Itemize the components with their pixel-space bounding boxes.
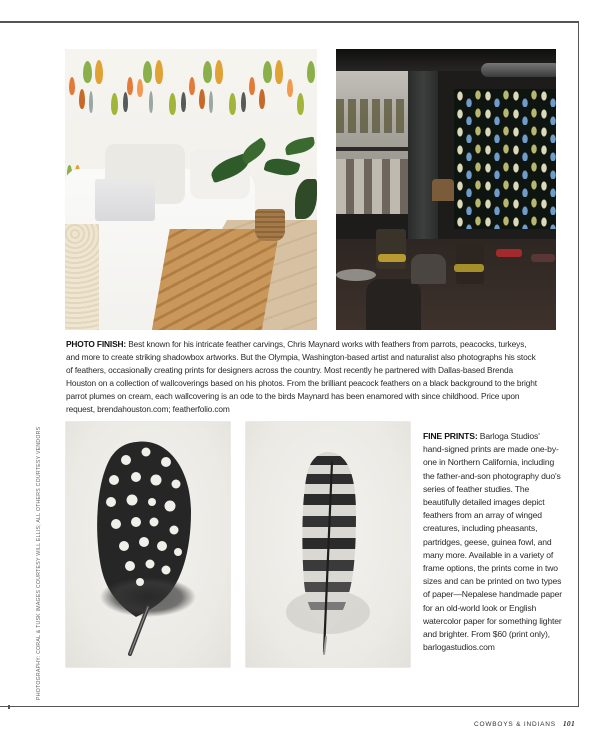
chair xyxy=(376,229,406,269)
spotted-feather-illustration xyxy=(66,422,230,667)
plant-leaf xyxy=(264,155,301,179)
photo-credit: PHOTOGRAPHY: CORAL & TUSK IMAGES COURTESY WILL ELLIS; ALL OTHERS COURTESY VENDORS xyxy=(36,426,42,700)
plant-leaf xyxy=(284,137,316,156)
page-footer xyxy=(474,719,575,728)
pillar xyxy=(408,49,438,249)
photo-room-feather-wallcovering xyxy=(65,49,317,330)
print-guinea-fowl-feather xyxy=(66,422,230,667)
parrot-feather-wallpaper xyxy=(65,57,317,127)
peacock-feather-wallpaper xyxy=(454,89,556,229)
chair-seat xyxy=(378,254,406,262)
lamp xyxy=(432,179,454,201)
crop-mark xyxy=(8,705,10,709)
armchair xyxy=(366,279,421,330)
cafe-window xyxy=(336,59,408,214)
laptop xyxy=(95,179,155,221)
striped-feather-illustration xyxy=(246,422,410,667)
woven-basket-planter xyxy=(255,209,285,241)
knit-blanket xyxy=(65,224,99,330)
photo-finish-label: PHOTO FINISH: xyxy=(66,339,127,349)
duct xyxy=(481,63,556,77)
chair-seat xyxy=(531,254,555,262)
chair-seat xyxy=(454,264,484,272)
table xyxy=(336,269,376,281)
publication-name: COWBOYS & INDIANS xyxy=(474,721,556,728)
page-number: 101 xyxy=(562,719,576,728)
chair-seat xyxy=(496,249,522,257)
armchair xyxy=(411,254,446,284)
photo-finish-text: Best known for his intricate feather carvings, Chris Maynard works with feathers from parrots, peacocks, turkeys, and more to create striking shadowbox artworks. But the Olympia, Washington-based artist and naturalist also photographs his stock of feathers, occasionally creating prints for designers across the country. Most recently he partnered with Dallas-based Brenda Houston on a collection of wallcoverings based on his photos. From the brilliant peacock feathers on a black background to the bright parrot plumes on cream, each wallcovering is an ode to the birds Maynard has been enamored with since childhood. Price upon request, brendahouston.com; featherfolio.com xyxy=(66,339,537,414)
photo-cafe-peacock-wallcovering xyxy=(336,49,556,330)
fine-prints-caption xyxy=(423,430,563,654)
print-barred-feather xyxy=(246,422,410,667)
fine-prints-text: Barloga Studios' hand-signed prints are made one-by-one in Northern California, including the father-and-son photography duo's series of feather studies. The beautifully detailed images depict feathers from an array of winged creatures, including pheasants, partridges, geese, guinea fowl, and many more. Available in a variety of frame options, the prints come in two sizes and can be printed on two types of paper—Nepalese handmade paper for an old-world look or English watercolor paper for something lighter and brighter. From $60 (print only), barlogastudios.com xyxy=(423,431,563,653)
photo-finish-caption xyxy=(66,338,541,416)
fine-prints-label: FINE PRINTS: xyxy=(423,431,478,441)
wood-pallet-base xyxy=(150,229,279,330)
plant-leaf xyxy=(295,179,317,219)
plant-leaf xyxy=(239,137,270,165)
